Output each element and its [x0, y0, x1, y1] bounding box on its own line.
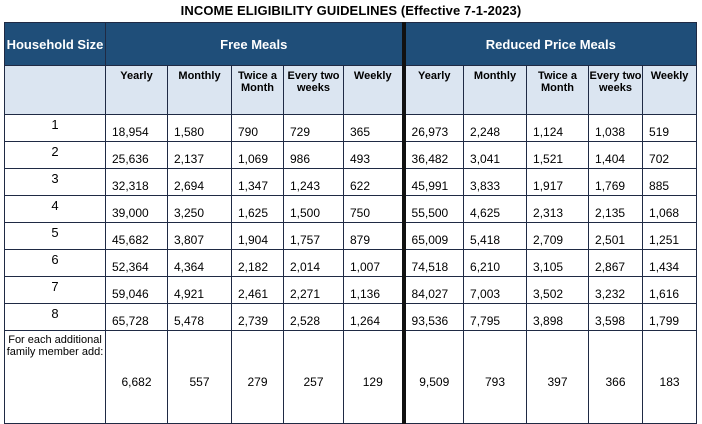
free-value-cell: 3,250	[168, 196, 232, 223]
free-additional-value: 257	[284, 331, 344, 424]
free-value-cell: 4,364	[168, 250, 232, 277]
reduced-value-cell: 3,898	[527, 304, 589, 331]
reduced-value-cell: 3,041	[464, 142, 527, 169]
free-additional-value: 129	[344, 331, 404, 424]
free-meals-header: Free Meals	[106, 23, 404, 66]
free-col-header: Weekly	[344, 66, 404, 115]
reduced-additional-value: 9,509	[404, 331, 464, 424]
free-value-cell: 1,500	[284, 196, 344, 223]
reduced-value-cell: 84,027	[404, 277, 464, 304]
reduced-value-cell: 65,009	[404, 223, 464, 250]
household-size-cell: 6	[5, 250, 106, 277]
free-value-cell: 4,921	[168, 277, 232, 304]
reduced-col-header: Yearly	[404, 66, 464, 115]
household-size-cell: 8	[5, 304, 106, 331]
free-value-cell: 1,243	[284, 169, 344, 196]
free-value-cell: 879	[344, 223, 404, 250]
reduced-value-cell: 519	[643, 115, 697, 142]
reduced-value-cell: 45,991	[404, 169, 464, 196]
reduced-value-cell: 1,434	[643, 250, 697, 277]
household-size-cell: 5	[5, 223, 106, 250]
free-value-cell: 2,739	[232, 304, 284, 331]
reduced-additional-value: 793	[464, 331, 527, 424]
free-additional-value: 6,682	[106, 331, 168, 424]
reduced-value-cell: 36,482	[404, 142, 464, 169]
reduced-value-cell: 7,795	[464, 304, 527, 331]
free-value-cell: 365	[344, 115, 404, 142]
free-value-cell: 3,807	[168, 223, 232, 250]
reduced-additional-value: 366	[589, 331, 643, 424]
free-col-header: Yearly	[106, 66, 168, 115]
free-value-cell: 1,580	[168, 115, 232, 142]
free-value-cell: 1,069	[232, 142, 284, 169]
reduced-value-cell: 1,038	[589, 115, 643, 142]
reduced-value-cell: 2,135	[589, 196, 643, 223]
free-value-cell: 2,461	[232, 277, 284, 304]
table-row	[5, 142, 697, 169]
free-value-cell: 493	[344, 142, 404, 169]
free-value-cell: 2,182	[232, 250, 284, 277]
free-col-header: Monthly	[168, 66, 232, 115]
free-value-cell: 65,728	[106, 304, 168, 331]
reduced-col-header: Twice a Month	[527, 66, 589, 115]
household-size-cell: 2	[5, 142, 106, 169]
reduced-value-cell: 2,867	[589, 250, 643, 277]
reduced-value-cell: 1,404	[589, 142, 643, 169]
household-size-cell: 7	[5, 277, 106, 304]
reduced-value-cell: 3,598	[589, 304, 643, 331]
free-col-header: Twice a Month	[232, 66, 284, 115]
free-value-cell: 790	[232, 115, 284, 142]
free-value-cell: 45,682	[106, 223, 168, 250]
reduced-value-cell: 3,502	[527, 277, 589, 304]
reduced-value-cell: 885	[643, 169, 697, 196]
free-value-cell: 1,757	[284, 223, 344, 250]
reduced-value-cell: 1,068	[643, 196, 697, 223]
free-value-cell: 59,046	[106, 277, 168, 304]
reduced-value-cell: 3,232	[589, 277, 643, 304]
free-value-cell: 2,694	[168, 169, 232, 196]
free-value-cell: 622	[344, 169, 404, 196]
reduced-value-cell: 3,833	[464, 169, 527, 196]
reduced-value-cell: 2,709	[527, 223, 589, 250]
reduced-additional-value: 183	[643, 331, 697, 424]
free-value-cell: 2,137	[168, 142, 232, 169]
reduced-value-cell: 6,210	[464, 250, 527, 277]
table-row	[5, 196, 697, 223]
household-size-cell: 1	[5, 115, 106, 142]
reduced-value-cell: 2,248	[464, 115, 527, 142]
free-col-header: Every two weeks	[284, 66, 344, 115]
reduced-value-cell: 2,501	[589, 223, 643, 250]
free-value-cell: 750	[344, 196, 404, 223]
free-value-cell: 18,954	[106, 115, 168, 142]
table-row	[5, 304, 697, 331]
reduced-value-cell: 7,003	[464, 277, 527, 304]
reduced-value-cell: 4,625	[464, 196, 527, 223]
free-value-cell: 5,478	[168, 304, 232, 331]
free-value-cell: 32,318	[106, 169, 168, 196]
reduced-value-cell: 93,536	[404, 304, 464, 331]
reduced-value-cell: 1,799	[643, 304, 697, 331]
reduced-value-cell: 55,500	[404, 196, 464, 223]
reduced-meals-header: Reduced Price Meals	[404, 23, 697, 66]
free-value-cell: 1,007	[344, 250, 404, 277]
reduced-value-cell: 5,418	[464, 223, 527, 250]
free-value-cell: 1,347	[232, 169, 284, 196]
free-value-cell: 2,014	[284, 250, 344, 277]
additional-member-label: For each additional family member add:	[5, 331, 106, 424]
table-row	[5, 115, 697, 142]
free-value-cell: 2,271	[284, 277, 344, 304]
reduced-col-header: Weekly	[643, 66, 697, 115]
reduced-value-cell: 1,917	[527, 169, 589, 196]
free-value-cell: 52,364	[106, 250, 168, 277]
reduced-value-cell: 1,769	[589, 169, 643, 196]
reduced-value-cell: 3,105	[527, 250, 589, 277]
free-additional-value: 279	[232, 331, 284, 424]
page-title: INCOME ELIGIBILITY GUIDELINES (Effective 7-1-2023)	[180, 3, 522, 18]
free-value-cell: 729	[284, 115, 344, 142]
reduced-value-cell: 74,518	[404, 250, 464, 277]
table-row	[5, 250, 697, 277]
table-row	[5, 223, 697, 250]
reduced-value-cell: 1,521	[527, 142, 589, 169]
reduced-value-cell: 702	[643, 142, 697, 169]
household-size-header: Household Size	[5, 23, 106, 66]
table-row	[5, 169, 697, 196]
free-value-cell: 1,136	[344, 277, 404, 304]
free-value-cell: 986	[284, 142, 344, 169]
free-value-cell: 25,636	[106, 142, 168, 169]
household-size-cell: 3	[5, 169, 106, 196]
income-guidelines-table	[4, 22, 697, 424]
reduced-value-cell: 26,973	[404, 115, 464, 142]
free-value-cell: 39,000	[106, 196, 168, 223]
table-row	[5, 277, 697, 304]
free-value-cell: 1,904	[232, 223, 284, 250]
reduced-additional-value: 397	[527, 331, 589, 424]
free-additional-value: 557	[168, 331, 232, 424]
reduced-value-cell: 1,251	[643, 223, 697, 250]
reduced-value-cell: 2,313	[527, 196, 589, 223]
reduced-value-cell: 1,124	[527, 115, 589, 142]
reduced-value-cell: 1,616	[643, 277, 697, 304]
column-header-row	[5, 66, 697, 115]
reduced-col-header: Monthly	[464, 66, 527, 115]
free-value-cell: 1,625	[232, 196, 284, 223]
free-value-cell: 1,264	[344, 304, 404, 331]
reduced-col-header: Every two weeks	[589, 66, 643, 115]
blank-header-cell	[5, 66, 106, 115]
table-body	[5, 115, 697, 424]
household-size-cell: 4	[5, 196, 106, 223]
free-value-cell: 2,528	[284, 304, 344, 331]
additional-member-row	[5, 331, 697, 424]
